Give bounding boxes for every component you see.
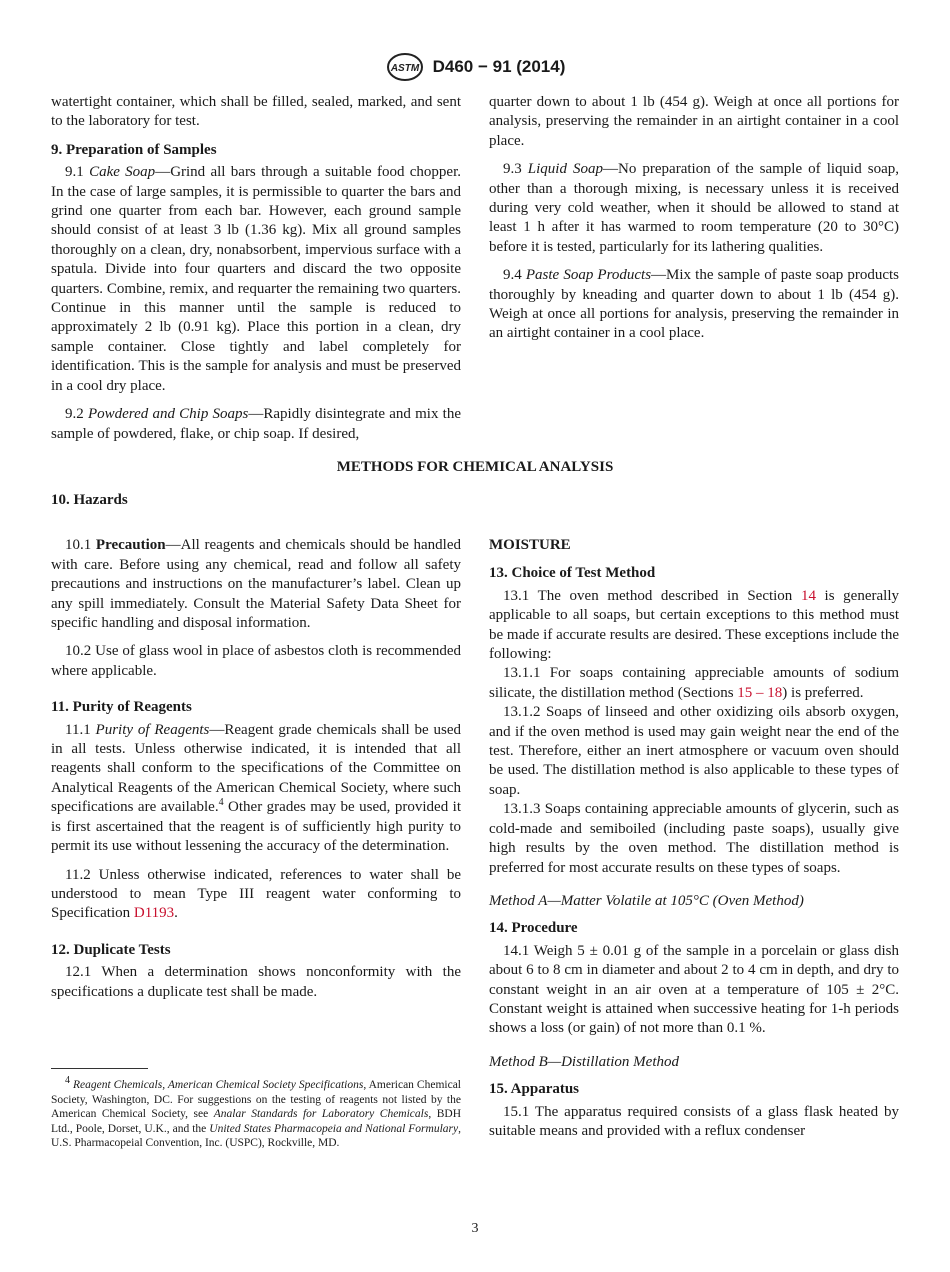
paragraph-14-1: 14.1 Weigh 5 ± 0.01 g of the sample in a porcelain or glass dish about 6 to 8 cm in diameter and about 2 to 4 cm in depth, and dry to constant weight in an air oven at a temperature of 105 ± 2°C. Constant weight is attained when successive heating for 1-h periods shows a loss (or gain) of not more than 0.1 %. [489, 942, 899, 1037]
paragraph-continued: watertight container, which shall be filled, sealed, marked, and sent to the laboratory for test. [51, 94, 461, 130]
paragraph-9-1: 9.1 Cake Soap—Grind all bars through a suitable food chopper. In the case of large samples, it is permissible to quarter the bars and grind one quarter from each bar. However, each ground sample should consist of at least 3 lb (1.36 kg). Mix all ground samples thoroughly on a clean, dry, nonabsorbent, impervious surface with a spatula. Divide into four quarters and discard the two opposite quarters. Combine, remix, and requarter the remaining two quarters. Continue in this manner until the sample is reduced to approximately 2 lb (0.91 kg). Place this portion in a clean, dry sample container. Close tightly and label completely for identification. This is the sample for analysis and must be preserved in a cool dry place. [51, 164, 461, 394]
moisture-heading: MOISTURE [489, 537, 571, 553]
methods-section-title: METHODS FOR CHEMICAL ANALYSIS [336, 459, 614, 475]
paragraph-9-2: 9.2 Powdered and Chip Soaps—Rapidly disintegrate and mix the sample of powdered, flake, or chip soap. If desired, [51, 406, 462, 442]
heading-12: 12. Duplicate Tests [51, 941, 171, 958]
right-column-top [489, 93, 899, 344]
paragraph-13-1-2: 13.1.2 Soaps of linseed and other oxidizing oils absorb oxygen, and if the oven method is used may gain weight near the end of the test. Therefore, either an inert atmosphere or vacuum oven should be used. The distillation method is also applicable to these types of soap. [489, 704, 899, 798]
link-section-14[interactable]: 14 [800, 587, 816, 604]
heading-13: 13. Choice of Test Method [489, 565, 656, 582]
page-header [0, 52, 950, 82]
link-sections-15-18[interactable]: 15 – 18 [737, 684, 783, 701]
paragraph-11-1: 11.1 Purity of Reagents—Reagent grade chemicals shall be used in all tests. Unless otherwise indicated, it is intended that all reagents shall conform to the specifications of the Committee on Analytical Reagents of the American Chemical Society, where such specifications are available.$^4$ Other grades may be used, provided it is first ascertained that the reagent is of sufficiently high purity to permit its use without lessening the accuracy of the determination. [51, 721, 461, 855]
method-a-title: Method A—Matter Volatile at 105°C (Oven Method) [489, 892, 804, 909]
method-b-title: Method B—Distillation Method [489, 1053, 679, 1070]
svg-text:ASTM: ASTM [390, 63, 419, 74]
paragraph-10-2: 10.2 Use of glass wool in place of asbestos cloth is recommended where applicable. [51, 643, 461, 679]
paragraph-13-1-3: 13.1.3 Soaps containing appreciable amounts of glycerin, such as cold-made and semiboiled (including paste soaps), usually give high results by the oven method. The distillation method is preferred for most accurate results on these types of soaps. [489, 801, 899, 876]
heading-11: 11. Purity of Reagents [51, 699, 192, 716]
footnote-4: $^4$ Reagent Chemicals, American Chemical Society Specifications, American Chemical Society, Washington, DC. For suggestions on the testing of reagents not listed by the American Chemical Society, see Analar Standards for Laboratory Chemicals, BDH Ltd., Poole, Dorset, U.K., and the United States Pharmacopeia and National Formulary, U.S. Pharmacopeial Convention, Inc. (USPC), Rockville, MD. [51, 1075, 462, 1150]
paragraph-10-1: 10.1 Precaution—All reagents and chemicals should be handled with care. Before using any chemical, read and follow all safety precautions and instructions on the manufacturer’s label. Clean up any spill immediately. Consult the Material Safety Data Sheet for specific handling and disposal information. [51, 537, 462, 632]
heading-15: 15. Apparatus [489, 1081, 580, 1098]
link-d1193[interactable]: D1193 [133, 905, 175, 922]
heading-9: 9. Preparation of Samples [51, 141, 217, 158]
heading-10: 10. Hazards [51, 492, 128, 508]
paragraph-13-1-1: 13.1.1 For soaps containing appreciable amounts of sodium silicate, the distillation method (Sections 15 – 18) is preferred. [489, 665, 899, 701]
astm-logo-icon [385, 52, 425, 82]
paragraph-11-2: 11.2 Unless otherwise indicated, references to water shall be understood to mean Type III reagent water conforming to Specification D1193. [51, 866, 461, 922]
paragraph-13-1: 13.1 The oven method described in Section 14 is generally applicable to all soaps, but certain exceptions to this method must be made if accurate results are desired. These exceptions include the following: [489, 587, 899, 663]
paragraph-12-1: 12.1 When a determination shows nonconformity with the specifications a duplicate test shall be made. [51, 964, 461, 1000]
page-number: 3 [471, 1221, 479, 1236]
heading-14: 14. Procedure [489, 920, 578, 937]
document-id: D460 − 91 (2014) [432, 57, 566, 76]
paragraph-continued-right: quarter down to about 1 lb (454 g). Weigh at once all portions for analysis, preserving the remainder in an airtight container in a cool place. [489, 94, 899, 149]
left-column-top [51, 93, 461, 444]
paragraph-9-4: 9.4 Paste Soap Products—Mix the sample of paste soap products thoroughly by kneading and quarter down to about 1 lb (454 g). Weigh at once all portions for analysis, preserving the remainder in an airtight container in a cool place. [489, 267, 900, 342]
left-column-bottom [51, 491, 461, 1002]
footnote-ref-4: 4 [218, 797, 224, 809]
footnote-divider [51, 1068, 148, 1069]
right-column-bottom [489, 536, 899, 1141]
paragraph-9-3: 9.3 Liquid Soap—No preparation of the sample of liquid soap, other than a thorough mixing, is necessary unless it is received during very cold weather, when it should be allowed to stand at least 1 h after it has warmed to room temperature (20 to 30°C) before it is tested, particularly for its lathering qualities. [489, 161, 900, 255]
paragraph-15-1: 15.1 The apparatus required consists of a glass flask heated by suitable means and provided with a reflux condenser [489, 1103, 899, 1139]
